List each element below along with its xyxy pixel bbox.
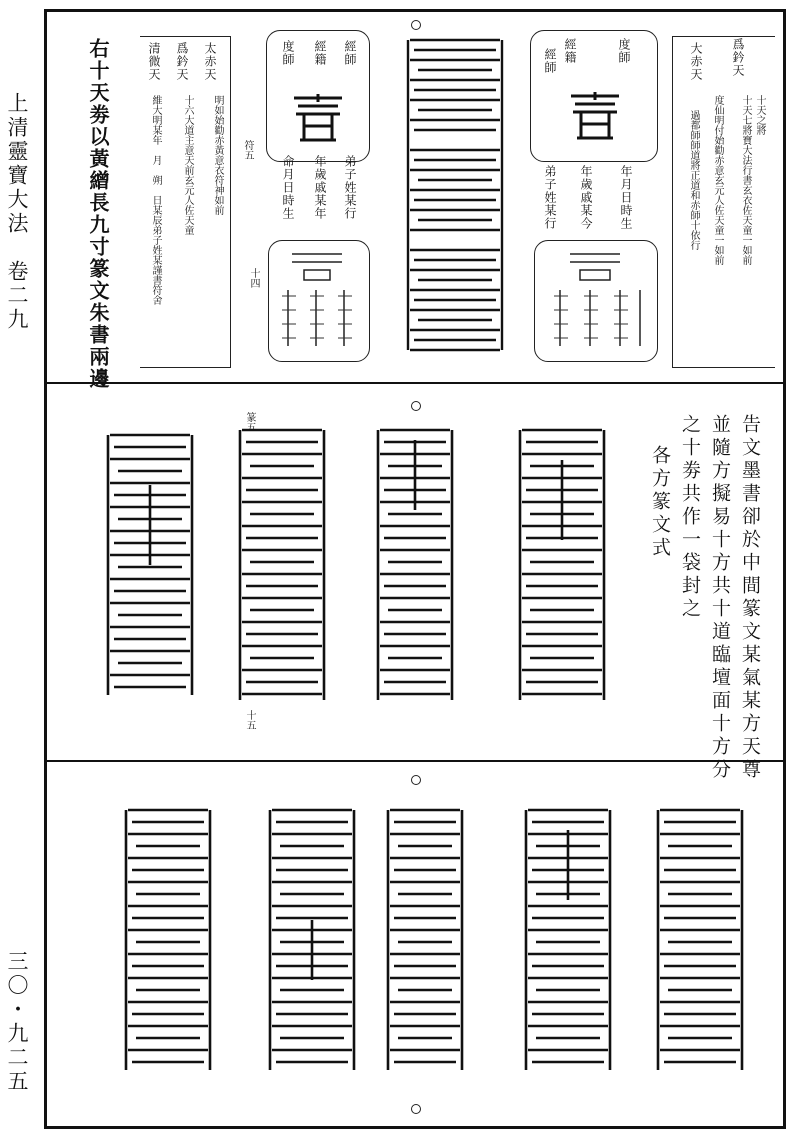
left-seal-label-left: 經籍: [313, 40, 327, 66]
binding-hole: [411, 20, 421, 30]
bottom-talisman-col5: [118, 800, 218, 1090]
right-seal-glyph: [565, 88, 625, 144]
right-date-left: 弟子姓某行: [543, 165, 557, 230]
middle-small-label-bottom: 十五: [244, 710, 255, 730]
bottom-talisman-col1: [650, 800, 750, 1090]
left-tablet-side-label: 符五: [242, 140, 253, 160]
bottom-talisman-col3: [380, 800, 470, 1090]
right-tablet-col1: 十天七將寶大法行書玄衣佐天童一如前: [740, 95, 751, 265]
left-tablet-body3: 維大明某年 月 朔 日某辰弟子姓某謹書符舍: [150, 95, 161, 305]
binding-hole: [411, 775, 421, 785]
right-seal-label-left2: 經師: [543, 48, 557, 74]
bottom-talisman-col2: [518, 800, 618, 1090]
right-lower-seal-glyph: [540, 246, 650, 356]
middle-text-col3: 之十劵共作一袋封之: [679, 414, 701, 621]
right-tablet-deity-left: 大赤天: [689, 42, 703, 81]
divider-top: [44, 382, 786, 384]
binding-hole: [411, 401, 421, 411]
left-tablet-deity-1: 太赤天: [203, 42, 217, 81]
middle-talisman-col2: [370, 420, 460, 710]
page-number: 三〇・九二五: [5, 950, 29, 1094]
left-tablet-num: 十四: [248, 268, 259, 288]
binding-hole: [411, 1104, 421, 1114]
left-tablet-deity-3: 清微天: [147, 42, 161, 81]
middle-text-col2: 並隨方擬易十方共十道臨壇面十方分: [709, 414, 731, 782]
middle-talisman-col1: [512, 420, 612, 710]
left-tablet-deity-2: 爲鈐天: [175, 42, 189, 81]
left-seal-label-left2: 經師: [343, 40, 357, 66]
middle-talisman-col4: [100, 425, 200, 715]
top-central-talisman: [400, 30, 510, 360]
middle-small-label-top: 篆五: [244, 412, 255, 432]
left-seal-glyph: [288, 90, 348, 146]
bottom-talisman-col4: [262, 800, 362, 1090]
left-date-mid: 年歲戚某年: [313, 155, 327, 220]
right-tablet-deity-label: 十天之將: [754, 95, 765, 135]
right-tablet-col2: 度仙明付始勸赤意玄元人佐天童一如前: [712, 95, 723, 265]
left-seal-label-right: 度師: [281, 40, 295, 66]
right-seal-label-left: 經籍: [563, 38, 577, 64]
right-tablet-col3: 過都師師道將正道和赤師十依行: [688, 110, 699, 250]
middle-text-col4: 各方篆文式: [649, 445, 671, 560]
left-tablet-body1: 明如始勸赤黃意衣符神如前: [212, 95, 223, 215]
top-caption: 右十天劵以黃繒長九寸篆文朱書兩邊: [86, 38, 110, 390]
right-date-right: 年月日時生: [619, 165, 633, 230]
left-date-right: 弟子姓某行: [343, 155, 357, 220]
right-tablet-deity-top: 爲鈐天: [731, 38, 745, 77]
left-tablet-body2: 十六大道主意天前玄元人佐天童: [182, 95, 193, 235]
right-seal-label-right: 度師: [617, 38, 631, 64]
right-date-mid: 年歲戚某今: [579, 165, 593, 230]
divider-bottom: [44, 760, 786, 762]
left-lower-seal-glyph: [272, 246, 364, 356]
page-title: 上清靈寶大法 卷二九: [5, 92, 29, 332]
left-date-left: 命月日時生: [281, 155, 295, 220]
middle-talisman-col3: [232, 420, 332, 720]
middle-text-col1: 告文墨書卻於中間篆文某氣某方天尊: [739, 414, 761, 782]
